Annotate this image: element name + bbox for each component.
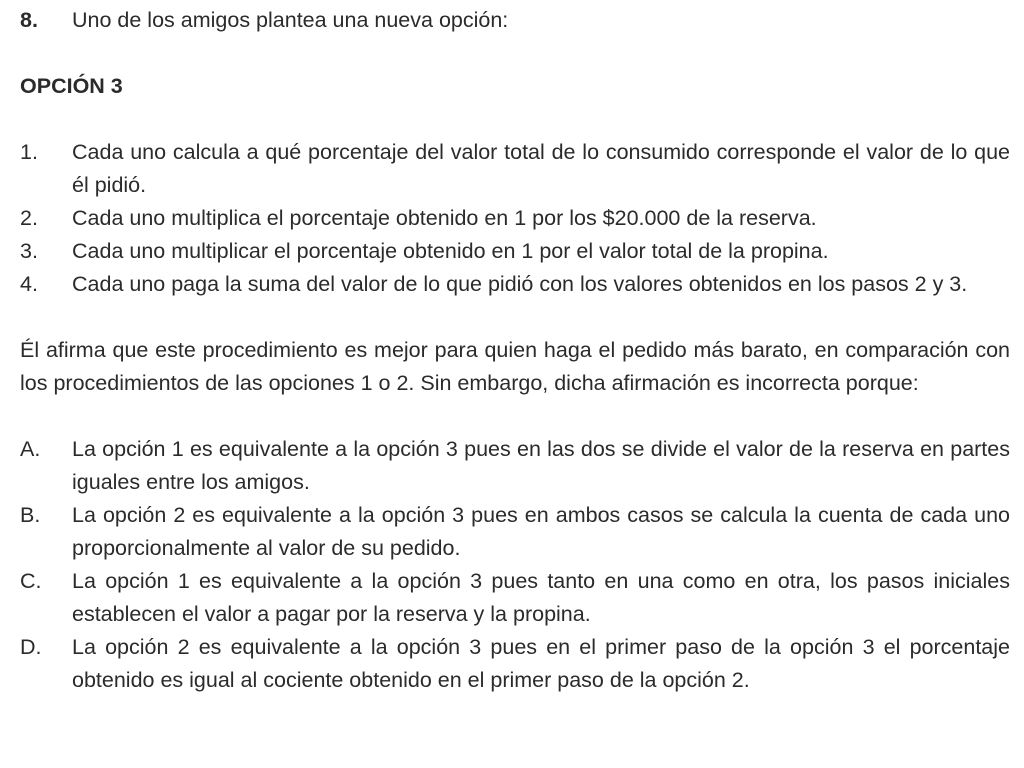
option-letter: B. [20,503,41,527]
step-item [20,202,1010,235]
step-item [20,268,1010,301]
step-item [20,136,1010,202]
option-text: La opción 1 es equivalente a la opción 3 pues en las dos se divide el valor de la reserva en partes iguales entre los amigos. [72,437,1010,494]
option-letter: D. [20,635,42,659]
question-header [20,4,1010,37]
question-number: 8. [20,8,38,32]
option-letter: C. [20,569,42,593]
step-marker: 3. [20,239,38,263]
statement-paragraph: Él afirma que este procedimiento es mejor para quien haga el pedido más barato, en comparación con los procedimientos de las opciones 1 o 2. Sin embargo, dicha afirmación es incorrecta porque: [20,338,1010,395]
step-text: Cada uno multiplica el porcentaje obtenido en 1 por los $20.000 de la reserva. [72,206,817,230]
step-item [20,235,1010,268]
section-title: OPCIÓN 3 [20,74,123,98]
answer-option-b[interactable] [20,499,1010,565]
step-marker: 2. [20,206,38,230]
step-text: Cada uno calcula a qué porcentaje del valor total de lo consumido corresponde el valor de lo que él pidió. [72,140,1010,197]
step-text: Cada uno multiplicar el porcentaje obtenido en 1 por el valor total de la propina. [72,239,829,263]
answer-option-d[interactable] [20,631,1010,697]
step-text: Cada uno paga la suma del valor de lo que pidió con los valores obtenidos en los pasos 2 y 3. [72,272,968,296]
step-marker: 4. [20,272,38,296]
answer-option-c[interactable] [20,565,1010,631]
answer-options [20,433,1010,697]
question-prompt: Uno de los amigos plantea una nueva opción: [72,8,509,32]
steps-list [20,136,1010,301]
step-marker: 1. [20,140,38,164]
option-text: La opción 2 es equivalente a la opción 3 pues en ambos casos se calcula la cuenta de cada uno proporcionalmente al valor de su pedido. [72,503,1010,560]
answer-option-a[interactable] [20,433,1010,499]
option-text: La opción 2 es equivalente a la opción 3 pues en el primer paso de la opción 3 el porcentaje obtenido es igual al cociente obtenido en el primer paso de la opción 2. [72,635,1010,692]
option-text: La opción 1 es equivalente a la opción 3 pues tanto en una como en otra, los pasos iniciales establecen el valor a pagar por la reserva y la propina. [72,569,1010,626]
option-letter: A. [20,437,41,461]
